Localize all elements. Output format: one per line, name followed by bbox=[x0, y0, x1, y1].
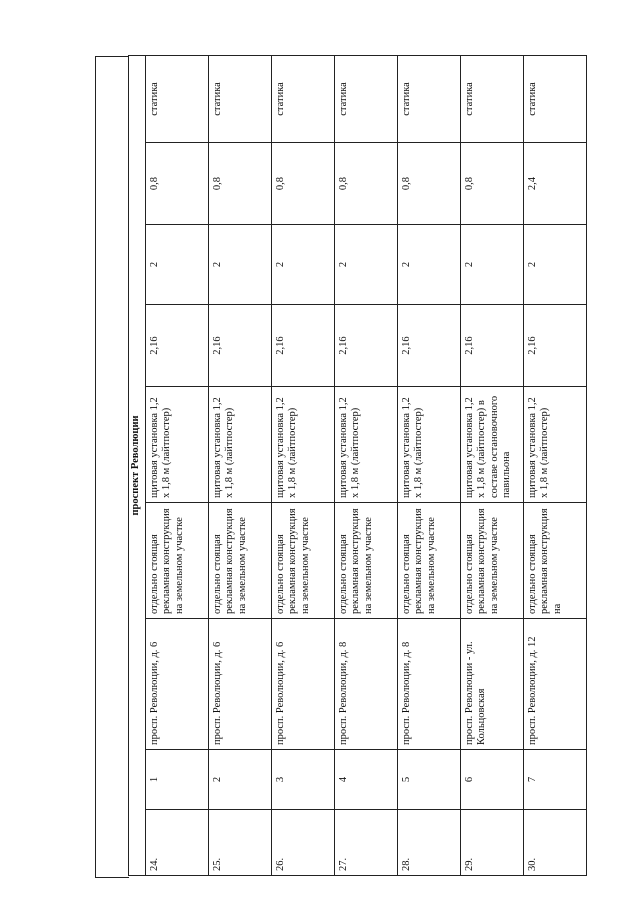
area-cell: 2,16 bbox=[146, 305, 209, 387]
construction-kind-cell: щитовая установка 1,2 х 1,8 м (лайтпостер) bbox=[398, 387, 461, 503]
table-row bbox=[272, 55, 335, 875]
advertising-structures-table bbox=[128, 55, 587, 876]
sides-cell: 2 bbox=[461, 225, 524, 305]
table-row bbox=[461, 55, 524, 875]
table-row bbox=[524, 55, 587, 875]
address-cell: просп. Революции, д. 6 bbox=[146, 619, 209, 750]
sides-cell: 2 bbox=[398, 225, 461, 305]
address-cell: просп. Революции, д. 8 bbox=[335, 619, 398, 750]
construction-kind-cell: щитовая установка 1,2 х 1,8 м (лайтпостер) bbox=[209, 387, 272, 503]
row-number: 26. bbox=[272, 810, 335, 876]
row-index: 3 bbox=[272, 750, 335, 810]
row-number: 30. bbox=[524, 810, 587, 876]
sides-cell: 2 bbox=[335, 225, 398, 305]
construction-kind-cell: щитовая установка 1,2 х 1,8 м (лайтпостер) bbox=[272, 387, 335, 503]
total-area-cell: 0,8 bbox=[209, 143, 272, 225]
construction-type-cell: отдельно стоящая рекламная конструкция на земельном участке bbox=[398, 503, 461, 619]
area-cell: 2,16 bbox=[524, 305, 587, 387]
total-area-cell: 0,8 bbox=[335, 143, 398, 225]
table-row bbox=[335, 55, 398, 875]
display-mode-cell: статика bbox=[461, 55, 524, 142]
row-number: 25. bbox=[209, 810, 272, 876]
row-number: 28. bbox=[398, 810, 461, 876]
area-cell: 2,16 bbox=[461, 305, 524, 387]
row-index: 5 bbox=[398, 750, 461, 810]
display-mode-cell: статика bbox=[524, 55, 587, 142]
construction-type-cell: отдельно стоящая рекламная конструкция на земельном участке bbox=[209, 503, 272, 619]
construction-kind-cell: щитовая установка 1,2 х 1,8 м (лайтпостер) bbox=[146, 387, 209, 503]
row-index: 2 bbox=[209, 750, 272, 810]
sides-cell: 2 bbox=[146, 225, 209, 305]
display-mode-cell: статика bbox=[272, 55, 335, 142]
display-mode-cell: статика bbox=[146, 55, 209, 142]
address-cell: просп. Революции, д. 6 bbox=[209, 619, 272, 750]
total-area-cell: 0,8 bbox=[272, 143, 335, 225]
display-mode-cell: статика bbox=[209, 55, 272, 142]
address-cell: просп. Революции, д. 6 bbox=[272, 619, 335, 750]
row-number: 29. bbox=[461, 810, 524, 876]
sides-cell: 2 bbox=[272, 225, 335, 305]
address-cell: просп. Революции - ул. Кольцовская bbox=[461, 619, 524, 750]
table-row bbox=[146, 55, 209, 875]
table-left-border bbox=[95, 56, 129, 878]
address-cell: просп. Революции, д. 8 bbox=[398, 619, 461, 750]
construction-type-cell: отдельно стоящая рекламная конструкция на bbox=[524, 503, 587, 619]
section-title: проспект Революции bbox=[129, 55, 146, 875]
address-cell: просп. Революции, д. 12 bbox=[524, 619, 587, 750]
section-header-row bbox=[129, 55, 146, 875]
rotated-table-wrapper bbox=[128, 56, 618, 876]
area-cell: 2,16 bbox=[272, 305, 335, 387]
construction-type-cell: отдельно стоящая рекламная конструкция на земельном участке bbox=[335, 503, 398, 619]
sides-cell: 2 bbox=[524, 225, 587, 305]
row-index: 4 bbox=[335, 750, 398, 810]
total-area-cell: 0,8 bbox=[146, 143, 209, 225]
construction-kind-cell: щитовая установка 1,2 х 1,8 м (лайтпостер) bbox=[335, 387, 398, 503]
total-area-cell: 0,8 bbox=[398, 143, 461, 225]
table-row bbox=[209, 55, 272, 875]
construction-type-cell: отдельно стоящая рекламная конструкция на земельном участке bbox=[461, 503, 524, 619]
construction-kind-cell: щитовая установка 1,2 х 1,8 м (лайтпостер) в составе остановочного павильона bbox=[461, 387, 524, 503]
row-number: 27. bbox=[335, 810, 398, 876]
area-cell: 2,16 bbox=[335, 305, 398, 387]
construction-kind-cell: щитовая установка 1,2 х 1,8 м (лайтпостер) bbox=[524, 387, 587, 503]
display-mode-cell: статика bbox=[335, 55, 398, 142]
total-area-cell: 0,8 bbox=[461, 143, 524, 225]
row-index: 1 bbox=[146, 750, 209, 810]
row-index: 6 bbox=[461, 750, 524, 810]
construction-type-cell: отдельно стоящая рекламная конструкция на земельном участке bbox=[146, 503, 209, 619]
construction-type-cell: отдельно стоящая рекламная конструкция на земельном участке bbox=[272, 503, 335, 619]
row-number: 24. bbox=[146, 810, 209, 876]
table-row bbox=[398, 55, 461, 875]
area-cell: 2,16 bbox=[398, 305, 461, 387]
area-cell: 2,16 bbox=[209, 305, 272, 387]
sides-cell: 2 bbox=[209, 225, 272, 305]
display-mode-cell: статика bbox=[398, 55, 461, 142]
total-area-cell: 2,4 bbox=[524, 143, 587, 225]
row-index: 7 bbox=[524, 750, 587, 810]
